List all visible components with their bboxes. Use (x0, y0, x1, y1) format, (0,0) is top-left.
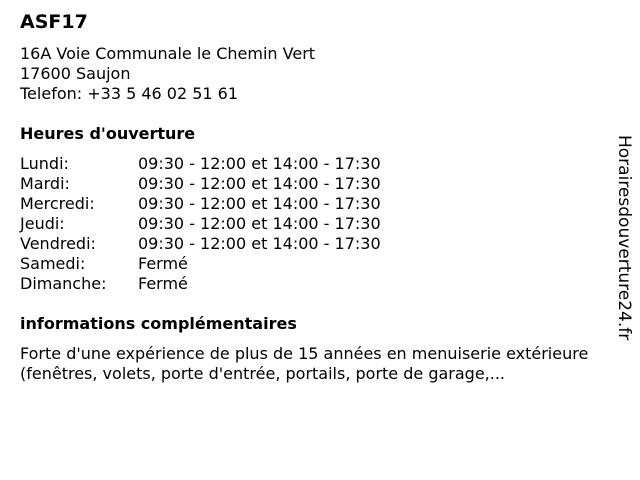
day-label: Dimanche: (20, 274, 107, 293)
day-label: Mercredi: (20, 194, 95, 213)
additional-info-title: informations complémentaires (20, 314, 297, 333)
day-label: Samedi: (20, 254, 86, 273)
address-street: 16A Voie Communale le Chemin Vert (20, 44, 316, 63)
day-label: Mardi: (20, 174, 70, 193)
site-watermark: Horairesdouverture24.fr (614, 135, 634, 341)
phone-number: Telefon: +33 5 46 02 51 61 (20, 84, 239, 103)
day-label: Jeudi: (20, 214, 65, 233)
opening-hours-title: Heures d'ouverture (20, 124, 196, 143)
business-name: ASF17 (20, 11, 88, 33)
day-hours: 09:30 - 12:00 et 14:00 - 17:30 (138, 234, 381, 253)
day-label: Lundi: (20, 154, 69, 173)
day-hours: 09:30 - 12:00 et 14:00 - 17:30 (138, 214, 381, 233)
day-hours: 09:30 - 12:00 et 14:00 - 17:30 (138, 154, 381, 173)
day-hours: 09:30 - 12:00 et 14:00 - 17:30 (138, 194, 381, 213)
day-label: Vendredi: (20, 234, 96, 253)
additional-info-text: Forte d'une expérience de plus de 15 années en menuiserie extérieure (fenêtres, volets, porte d'entrée, portails, porte de garage,... (20, 344, 589, 383)
day-hours: Fermé (138, 274, 188, 293)
address-block (20, 44, 315, 104)
day-hours: Fermé (138, 254, 188, 273)
day-hours: 09:30 - 12:00 et 14:00 - 17:30 (138, 174, 381, 193)
address-city: 17600 Saujon (20, 64, 131, 83)
